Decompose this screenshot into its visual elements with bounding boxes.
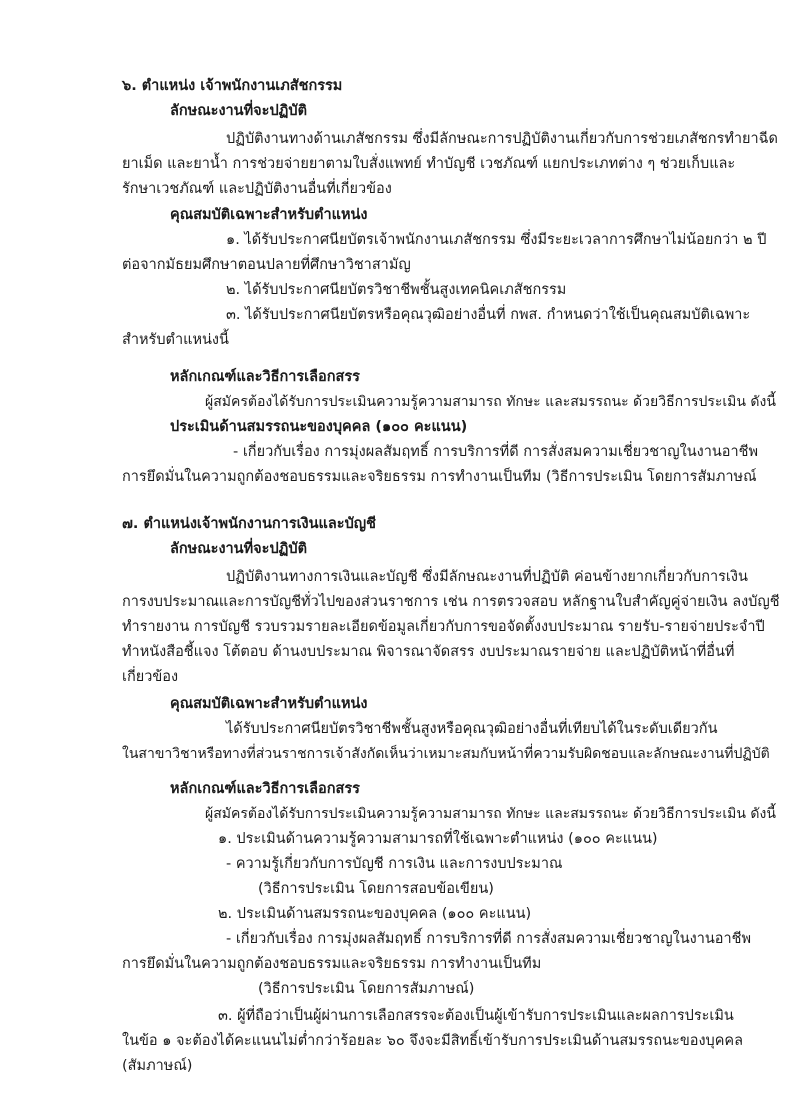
section-7-criteria-line: (วิธีการประเมิน โดยการสอบข้อเขียน) [258, 881, 494, 897]
section-7-criteria-line: (วิธีการประเมิน โดยการสัมภาษณ์) [258, 981, 475, 997]
section-6-title: ๖. ตำแหน่ง เจ้าพนักงานเภสัชกรรม [122, 78, 343, 94]
section-7-job-line: ทำรายงาน การบัญชี รวบรวมรายละเอียดข้อมูลเกี่ยวกับการขอจัดตั้งงบประมาณ รายรับ-รายจ่ายประจำปี [122, 619, 765, 635]
section-6-qual-heading: คุณสมบัติเฉพาะสำหรับตำแหน่ง [170, 207, 368, 223]
section-7-criteria-line: ๓. ผู้ที่ถือว่าเป็นผู้ผ่านการเลือกสรรจะต้องเป็นผู้เข้ารับการประเมินและผลการประเมิน [218, 1008, 734, 1024]
section-7-qual-heading: คุณสมบัติเฉพาะสำหรับตำแหน่ง [170, 696, 368, 712]
section-6-job-heading: ลักษณะงานที่จะปฏิบัติ [170, 103, 307, 119]
section-6-job-line: ยาเม็ด และยาน้ำ การช่วยจ่ายยาตามใบสั่งแพทย์ ทำบัญชี เวชภัณฑ์ แยกประเภทต่าง ๆ ช่วยเก็บและ [122, 156, 736, 172]
section-6-qual-line: สำหรับตำแหน่งนี้ [122, 332, 229, 348]
section-7-title: ๗. ตำแหน่งเจ้าพนักงานการเงินและบัญชี [122, 516, 376, 532]
section-6-eval-line: การยึดมั่นในความถูกต้องชอบธรรมและจริยธรรม การทำงานเป็นทีม (วิธีการประเมิน โดยการสัมภาษณ์ [122, 469, 757, 485]
section-7-criteria-line: ในข้อ ๑ จะต้องได้คะแนนไม่ต่ำกว่าร้อยละ ๖๐ จึงจะมีสิทธิ์เข้ารับการประเมินด้านสมรรถนะของบุคคล [122, 1033, 744, 1049]
section-7-job-line: ปฏิบัติงานทางการเงินและบัญชี ซึ่งมีลักษณะงานที่ปฏิบัติ ค่อนข้างยากเกี่ยวกับการเงิน [226, 569, 748, 585]
section-6-qual-line: ต่อจากมัธยมศึกษาตอนปลายที่ศึกษาวิชาสามัญ [122, 257, 411, 273]
section-7-job-line: เกี่ยวข้อง [122, 669, 179, 685]
section-7-criteria-line: การยึดมั่นในความถูกต้องชอบธรรมและจริยธรรม การทำงานเป็นทีม [122, 956, 542, 972]
section-6-qual-line: ๒. ได้รับประกาศนียบัตรวิชาชีพชั้นสูงเทคนิคเภสัชกรรม [226, 282, 567, 298]
section-7-qual-line: ในสาขาวิชาหรือทางที่ส่วนราชการเจ้าสังกัดเห็นว่าเหมาะสมกับหน้าที่ความรับผิดชอบและลักษณะงานที่ปฏิบัติ [122, 746, 770, 762]
section-7-qual-line: ได้รับประกาศนียบัตรวิชาชีพชั้นสูงหรือคุณวุฒิอย่างอื่นที่เทียบได้ในระดับเดียวกัน [226, 721, 718, 737]
section-7-criteria-line: ๑. ประเมินด้านความรู้ความสามารถที่ใช้เฉพาะตำแหน่ง (๑๐๐ คะแนน) [218, 831, 658, 847]
section-7-job-line: การงบประมาณและการบัญชีทั่วไปของส่วนราชการ เช่น การตรวจสอบ หลักฐานใบสำคัญคู่จ่ายเงิน ลงบัญชี [122, 594, 780, 610]
section-7-criteria-line: - เกี่ยวกับเรื่อง การมุ่งผลสัมฤทธิ์ การบริการที่ดี การสั่งสมความเชี่ยวชาญในงานอาชีพ [226, 931, 752, 947]
section-7-criteria-line: (สัมภาษณ์) [122, 1058, 193, 1074]
section-7-criteria-line: ๒. ประเมินด้านสมรรถนะของบุคคล (๑๐๐ คะแนน) [218, 906, 532, 922]
section-7-criteria-heading: หลักเกณฑ์และวิธีการเลือกสรร [170, 781, 360, 797]
section-6-criteria-line: ผู้สมัครต้องได้รับการประเมินความรู้ความสามารถ ทักษะ และสมรรถนะ ด้วยวิธีการประเมิน ดังนี้ [205, 394, 776, 410]
section-6-eval-heading: ประเมินด้านสมรรถนะของบุคคล (๑๐๐ คะแนน) [170, 419, 468, 435]
section-6-job-line: รักษาเวชภัณฑ์ และปฏิบัติงานอื่นที่เกี่ยวข้อง [122, 181, 392, 197]
section-7-criteria-line: ผู้สมัครต้องได้รับการประเมินความรู้ความสามารถ ทักษะ และสมรรถนะ ด้วยวิธีการประเมิน ดังนี้ [205, 806, 776, 822]
section-6-criteria-heading: หลักเกณฑ์และวิธีการเลือกสรร [170, 369, 360, 385]
section-6-qual-line: ๓. ได้รับประกาศนียบัตรหรือคุณวุฒิอย่างอื่นที่ กพส. กำหนดว่าใช้เป็นคุณสมบัติเฉพาะ [226, 307, 751, 323]
section-6-job-line: ปฏิบัติงานทางด้านเภสัชกรรม ซึ่งมีลักษณะการปฏิบัติงานเกี่ยวกับการช่วยเภสัชกรทำยาฉีด [226, 131, 778, 147]
section-6-eval-line: - เกี่ยวกับเรื่อง การมุ่งผลสัมฤทธิ์ การบริการที่ดี การสั่งสมความเชี่ยวชาญในงานอาชีพ [233, 444, 759, 460]
section-7-criteria-line: - ความรู้เกี่ยวกับการบัญชี การเงิน และการงบประมาณ [226, 856, 563, 872]
section-7-job-heading: ลักษณะงานที่จะปฏิบัติ [170, 541, 307, 557]
section-6-qual-line: ๑. ได้รับประกาศนียบัตรเจ้าพนักงานเภสัชกรรม ซึ่งมีระยะเวลาการศึกษาไม่น้อยกว่า ๒ ปี [226, 232, 767, 248]
section-7-job-line: ทำหนังสือชี้แจง โต้ตอบ ด้านงบประมาณ พิจารณาจัดสรร งบประมาณรายจ่าย และปฏิบัติหน้าที่อื่นที่ [122, 644, 735, 660]
